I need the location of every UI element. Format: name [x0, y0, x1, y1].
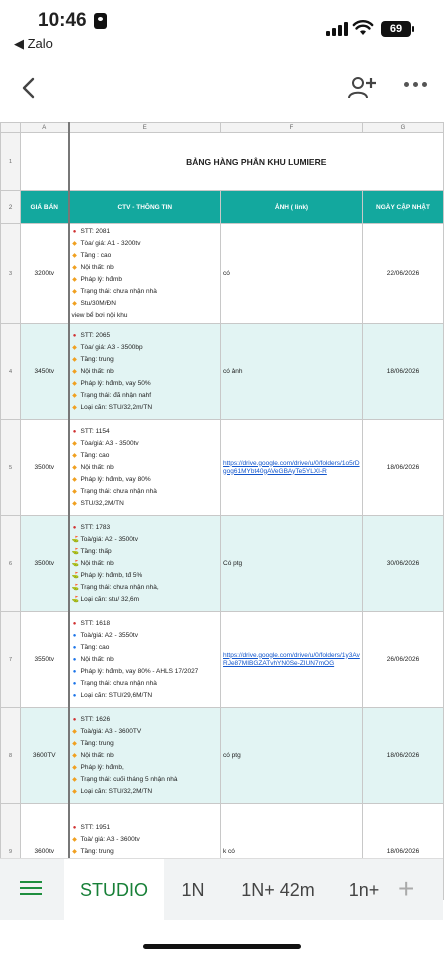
clock: 10:46: [38, 10, 87, 31]
photo-cell[interactable]: [221, 612, 363, 708]
home-indicator[interactable]: [143, 944, 301, 949]
info-line: ● Loại căn: STU/29,6M/TN: [72, 690, 219, 702]
info-line: ◆ Tòa/giá: A3 - 3500tv: [72, 438, 219, 450]
photo-cell[interactable]: [221, 420, 363, 516]
column-letters-row: [1, 123, 444, 133]
flag-bullet-icon: ⛳: [71, 572, 79, 579]
info-line: ◆ Trạng thái: cuối tháng 5 nhận nhà: [72, 774, 219, 786]
info-line: ◆ Stu/30M/ĐN: [72, 298, 219, 310]
diamond-bullet-icon: ◆: [72, 476, 77, 483]
cellular-signal-icon: [326, 22, 348, 36]
flag-bullet-icon: ⛳: [71, 536, 79, 543]
circle-bullet-icon: ●: [72, 668, 77, 675]
info-line: ◆ Tòa/ giá: A1 - 3200tv: [72, 238, 219, 250]
photo-cell[interactable]: [221, 324, 363, 420]
info-line: ◆ STU/32,2M/TN: [72, 498, 219, 510]
date-cell[interactable]: 18/06/2026: [363, 804, 444, 900]
info-line: ◆ Trạng thái: chưa nhận nhà: [72, 486, 219, 498]
info-line: ◆ Nội thất: nb: [72, 750, 219, 762]
info-line: view bể bơi nội khu: [71, 312, 128, 319]
pin-bullet-icon: ●: [72, 620, 77, 627]
diamond-bullet-icon: ◆: [72, 440, 77, 447]
date-cell[interactable]: 18/06/2026: [363, 708, 444, 804]
diamond-bullet-icon: ◆: [72, 776, 77, 783]
date-cell[interactable]: 18/06/2026: [363, 324, 444, 420]
photo-text: Có ptg: [223, 560, 243, 567]
add-person-icon[interactable]: [347, 76, 377, 100]
wifi-icon: [353, 20, 373, 36]
photo-cell[interactable]: [221, 708, 363, 804]
table-row: [1, 324, 444, 420]
status-bar: [0, 0, 443, 51]
battery-icon: 69: [381, 21, 411, 37]
info-line: ⛳ Tầng: thấp: [72, 546, 219, 558]
circle-bullet-icon: ●: [72, 656, 77, 663]
diamond-bullet-icon: ◆: [72, 356, 77, 363]
info-line: ⛳ Loại căn: stu/ 32,6m: [72, 594, 219, 606]
header-date[interactable]: NGÀY CẬP NHẬT: [363, 191, 444, 224]
column-letter[interactable]: F: [221, 123, 363, 133]
info-line: ◆ Pháp lý: hđmb, vay 50%: [72, 378, 219, 390]
circle-bullet-icon: ●: [72, 632, 77, 639]
info-line: ◆ Trạng thái: đã nhận nahf: [72, 390, 219, 402]
info-line: ● Nội thất: nb: [72, 654, 219, 666]
info-line: ⛳ Nội thất: nb: [72, 558, 219, 570]
diamond-bullet-icon: ◆: [72, 752, 77, 759]
table-row: [1, 516, 444, 612]
circle-bullet-icon: ●: [72, 692, 77, 699]
diamond-bullet-icon: ◆: [72, 241, 77, 247]
date-cell[interactable]: 30/06/2026: [363, 516, 444, 612]
sheet-table: [0, 122, 444, 900]
info-line: ◆ Pháp lý: hđmb: [72, 274, 219, 286]
pin-bullet-icon: ●: [72, 428, 77, 435]
info-cell[interactable]: [69, 224, 221, 324]
flag-bullet-icon: ⛳: [71, 560, 79, 567]
diamond-bullet-icon: ◆: [72, 728, 77, 735]
nav-bar: [0, 66, 443, 110]
sheet-tabs-bar: [0, 858, 443, 920]
flag-bullet-icon: ⛳: [71, 548, 79, 555]
price-cell[interactable]: 3500tv: [21, 516, 69, 612]
info-line: ● Tầng: cao: [72, 642, 219, 654]
diamond-bullet-icon: ◆: [72, 301, 77, 307]
info-cell[interactable]: [69, 324, 221, 420]
diamond-bullet-icon: ◆: [72, 788, 77, 795]
tab-1n-plus[interactable]: 1n+: [348, 880, 380, 900]
diamond-bullet-icon: ◆: [72, 392, 77, 399]
date-cell[interactable]: 22/06/2026: [363, 224, 444, 324]
info-line: ● Toà/giá: A2 - 3550tv: [72, 630, 219, 642]
diamond-bullet-icon: ◆: [72, 500, 77, 507]
date-cell[interactable]: 26/06/2026: [363, 612, 444, 708]
photo-text: k có: [223, 848, 235, 855]
info-cell[interactable]: [69, 516, 221, 612]
pin-bullet-icon: ●: [72, 229, 77, 235]
header-row: 2 GIÁ BÁN CTV - THÔNG TIN ẢNH ( link) NGÀY CẬP NHẬT: [1, 191, 444, 224]
info-line: ◆ Toà/ giá: A3 - 3600tv: [72, 834, 219, 846]
price-cell[interactable]: 3550tv: [21, 612, 69, 708]
table-row: [1, 708, 444, 804]
diamond-bullet-icon: ◆: [72, 488, 77, 495]
diamond-bullet-icon: ◆: [72, 764, 77, 771]
row-number[interactable]: 8: [1, 708, 21, 804]
diamond-bullet-icon: ◆: [72, 253, 77, 259]
info-line: ◆ Tầng: trung: [72, 354, 219, 366]
diamond-bullet-icon: ◆: [72, 265, 77, 271]
price-cell[interactable]: 3600TV: [21, 708, 69, 804]
info-line: ◆ Pháp lý: hđmb, vay 80%: [72, 474, 219, 486]
info-line: ● Pháp lý: hđmb, vay 80% - AHLS 17/2027: [72, 666, 219, 678]
info-line: ● Trạng thái: chưa nhận nhà: [72, 678, 219, 690]
photo-cell[interactable]: [221, 224, 363, 324]
row-number[interactable]: 3: [1, 224, 21, 324]
info-line: ● STT: 1783: [72, 522, 219, 534]
price-cell[interactable]: 3500tv: [21, 420, 69, 516]
sheet-title[interactable]: BẢNG HÀNG PHÂN KHU LUMIERE: [69, 133, 444, 191]
info-line: ● STT: 2081: [72, 226, 219, 238]
tab-1n-42m[interactable]: 1N+ 42m: [241, 880, 315, 900]
header-photo[interactable]: ẢNH ( link): [221, 191, 363, 224]
photo-text: có ảnh: [223, 368, 243, 375]
info-line: ◆ Loại căn: STU/32,2m/TN: [72, 402, 219, 414]
info-line: ● STT: 1618: [72, 618, 219, 630]
pin-bullet-icon: ●: [72, 716, 77, 723]
diamond-bullet-icon: ◆: [72, 404, 77, 411]
diamond-bullet-icon: ◆: [72, 380, 77, 387]
info-line: ⛳ Trạng thái: chưa nhận nhà,: [72, 582, 219, 594]
diamond-bullet-icon: ◆: [72, 740, 77, 747]
header-info[interactable]: CTV - THÔNG TIN: [69, 191, 221, 224]
diamond-bullet-icon: ◆: [72, 277, 77, 283]
more-options-icon[interactable]: [404, 82, 428, 92]
price-cell[interactable]: 3600tv: [21, 804, 69, 900]
header-price[interactable]: GIÁ BÁN: [21, 191, 69, 224]
row-number[interactable]: 6: [1, 516, 21, 612]
info-line: ⛳ Toà/giá: A2 - 3500tv: [72, 534, 219, 546]
info-line: ◆ Trạng thái: chưa nhận nhà: [72, 286, 219, 298]
info-line: ◆ Nội thất: nb: [72, 366, 219, 378]
info-line: ● STT: 2065: [72, 330, 219, 342]
info-line: ◆ Tòa/ giá: A3 - 3500bp: [72, 342, 219, 354]
table-row: [1, 612, 444, 708]
flag-bullet-icon: ⛳: [71, 584, 79, 591]
cell[interactable]: [21, 133, 69, 191]
photo-link[interactable]: https://drive.google.com/drive/u/0/folders/1o5rDgog61MYbt40gAVeGBAyTe5YLXI-R: [223, 459, 360, 475]
date-cell[interactable]: 18/06/2026: [363, 420, 444, 516]
diamond-bullet-icon: ◆: [72, 368, 77, 375]
photo-link[interactable]: https://drive.google.com/drive/u/0/folders/1y3AvRJe87MIBGZATvhYN0Se-ZIUN7mOG: [223, 651, 360, 667]
info-line: ● STT: 1154: [72, 426, 219, 438]
info-line: ◆ Loại căn: STU/32,2M/TN: [72, 786, 219, 798]
diamond-bullet-icon: ◆: [72, 452, 77, 459]
pin-bullet-icon: ●: [72, 524, 77, 531]
info-line: ● STT: 1951: [72, 822, 219, 834]
info-line: ⛳ Pháp lý: hđmb, tđ 5%: [72, 570, 219, 582]
table-row: [1, 420, 444, 516]
tab-studio[interactable]: STUDIO: [64, 859, 164, 921]
diamond-bullet-icon: ◆: [72, 344, 77, 351]
spreadsheet[interactable]: [0, 122, 443, 858]
info-line: ◆ Tầng: trung: [72, 738, 219, 750]
info-line: ◆ Pháp lý: hđmb,: [72, 762, 219, 774]
row-number[interactable]: 5: [1, 420, 21, 516]
all-sheets-menu-icon[interactable]: [20, 881, 42, 897]
info-cell[interactable]: [69, 708, 221, 804]
diamond-bullet-icon: ◆: [72, 289, 77, 295]
info-line: ◆ Nội thất: nb: [72, 462, 219, 474]
diamond-bullet-icon: ◆: [72, 848, 77, 855]
back-to-zalo-link[interactable]: ◀ Zalo: [14, 36, 53, 51]
info-line: ◆ Tầng : cao: [72, 250, 219, 262]
info-line: ◆ Tầng: trung: [72, 846, 219, 858]
diamond-bullet-icon: ◆: [72, 836, 77, 843]
title-row: 1 BẢNG HÀNG PHÂN KHU LUMIERE: [1, 133, 444, 191]
info-line: ● STT: 1626: [72, 714, 219, 726]
add-sheet-icon[interactable]: +: [398, 873, 415, 904]
contact-card-icon: [94, 13, 107, 29]
table-row: [1, 224, 444, 324]
flag-bullet-icon: ⛳: [71, 596, 79, 603]
column-letter[interactable]: A: [21, 123, 69, 133]
diamond-bullet-icon: ◆: [72, 464, 77, 471]
pin-bullet-icon: ●: [72, 824, 77, 831]
pin-bullet-icon: ●: [72, 332, 77, 339]
info-line: ◆ Toà/giá: A3 - 3600TV: [72, 726, 219, 738]
column-letter[interactable]: E: [69, 123, 221, 133]
row-number[interactable]: 4: [1, 324, 21, 420]
tab-1n[interactable]: 1N: [181, 880, 205, 900]
back-chevron-icon[interactable]: [18, 76, 40, 100]
info-cell[interactable]: [69, 420, 221, 516]
price-cell[interactable]: 3200tv: [21, 224, 69, 324]
info-line: ◆ Tầng: cao: [72, 450, 219, 462]
info-cell[interactable]: [69, 612, 221, 708]
photo-cell[interactable]: [221, 516, 363, 612]
price-cell[interactable]: 3450tv: [21, 324, 69, 420]
info-line: ◆ Nội thất: nb: [72, 262, 219, 274]
circle-bullet-icon: ●: [72, 680, 77, 687]
row-number[interactable]: 7: [1, 612, 21, 708]
column-letter[interactable]: G: [363, 123, 444, 133]
circle-bullet-icon: ●: [72, 644, 77, 651]
row-number[interactable]: 9: [1, 804, 21, 900]
photo-text: có: [223, 270, 230, 277]
photo-text: có ptg: [223, 752, 241, 759]
